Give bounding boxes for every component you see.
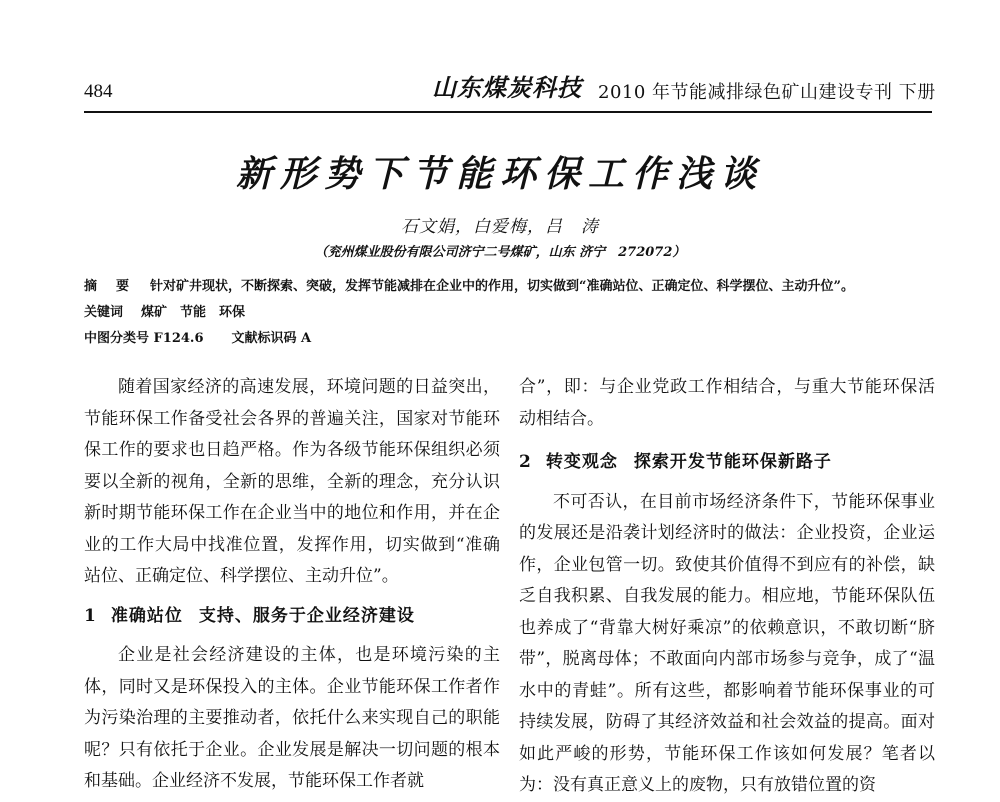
doc-code-value: A [301, 331, 312, 346]
right-column [519, 372, 935, 802]
section-heading-1 [84, 601, 500, 633]
article-authors: 石文娟，白爱梅，吕 涛 [401, 217, 599, 237]
keywords-text: 煤矿 节能 环保 [141, 305, 246, 320]
abstract-text: 针对矿井现状，不断探索、突破，发挥节能减排在企业中的作用，切实做到“准确站位、正确定位、科学摆位、主动升位”。 [150, 279, 854, 294]
journal-logo: 山东煤炭科技 [432, 73, 582, 102]
right-paragraph-1: 合”，即：与企业党政工作相结合，与重大节能环保活动相结合。 [519, 377, 935, 429]
page-header [0, 0, 1000, 112]
section-title-b: 探索开发节能环保新路子 [633, 452, 832, 472]
left-paragraph-2: 企业是社会经济建设的主体，也是环境污染的主体，同时又是环保投入的主体。企业节能环保工作者作为污染治理的主要推动者，依托什么来实现自己的职能呢？只有依托于企业。企业发展是解决一切问题的根本和基础。企业经济不发展，节能环保工作者就 [84, 645, 500, 791]
section-title-a: 转变观念 [545, 452, 618, 472]
right-paragraph-2: 不可否认，在目前市场经济条件下，节能环保事业的发展还是沿袭计划经济时的做法：企业投资，企业运作，企业包管一切。致使其价值得不到应有的补偿，缺乏自我积累、自我发展的能力。相应地，节能环保队伍也养成了“背靠大树好乘凉”的依赖意识，不敢切断“脐带”，脱离母体；不敢面向内部市场参与竞争，成了“温水中的青蛙”。所有这些，都影响着节能环保事业的可持续发展，防碍了其经济效益和社会效益的提高。面对如此严峻的形势，节能环保工作该如何发展？笔者以为：没有真正意义上的废物，只有放错位置的资 [519, 491, 935, 795]
page-number: 484 [84, 81, 113, 102]
classification [84, 327, 311, 346]
section-title-a: 准确站位 [110, 605, 183, 626]
abstract [84, 275, 854, 294]
class-label: 中图分类号 [84, 331, 150, 346]
section-number: 2 [519, 452, 532, 472]
article-title: 新形势下节能环保工作浅谈 [235, 153, 764, 195]
section-number: 1 [84, 605, 97, 626]
abstract-label: 摘 要 [84, 279, 133, 294]
doc-code-label: 文献标识码 [231, 331, 297, 346]
section-heading-2 [519, 447, 935, 479]
left-paragraph-1: 随着国家经济的高速发展，环境问题的日益突出，节能环保工作备受社会各界的普遍关注，国家对节能环保工作的要求也日趋严格。作为各级节能环保组织必须要以全新的视角，全新的思维，全新的理念，充分认识新时期节能环保工作在企业当中的地位和作用，并在企业的工作大局中找准位置，发挥作用，切实做到“准确站位、正确定位、科学摆位、主动升位”。 [84, 377, 500, 586]
left-column [84, 372, 500, 798]
article-affiliation: （兖州煤业股份有限公司济宁二号煤矿，山东 济宁 272072） [314, 245, 686, 260]
keywords [84, 301, 245, 320]
section-title-b: 支持、服务于企业经济建设 [198, 605, 415, 626]
class-value: F124.6 [153, 331, 204, 346]
keywords-label: 关键词 [84, 305, 124, 320]
header-divider [84, 111, 932, 113]
issue-title: 2010 年节能减排绿色矿山建设专刊 下册 [598, 82, 936, 103]
